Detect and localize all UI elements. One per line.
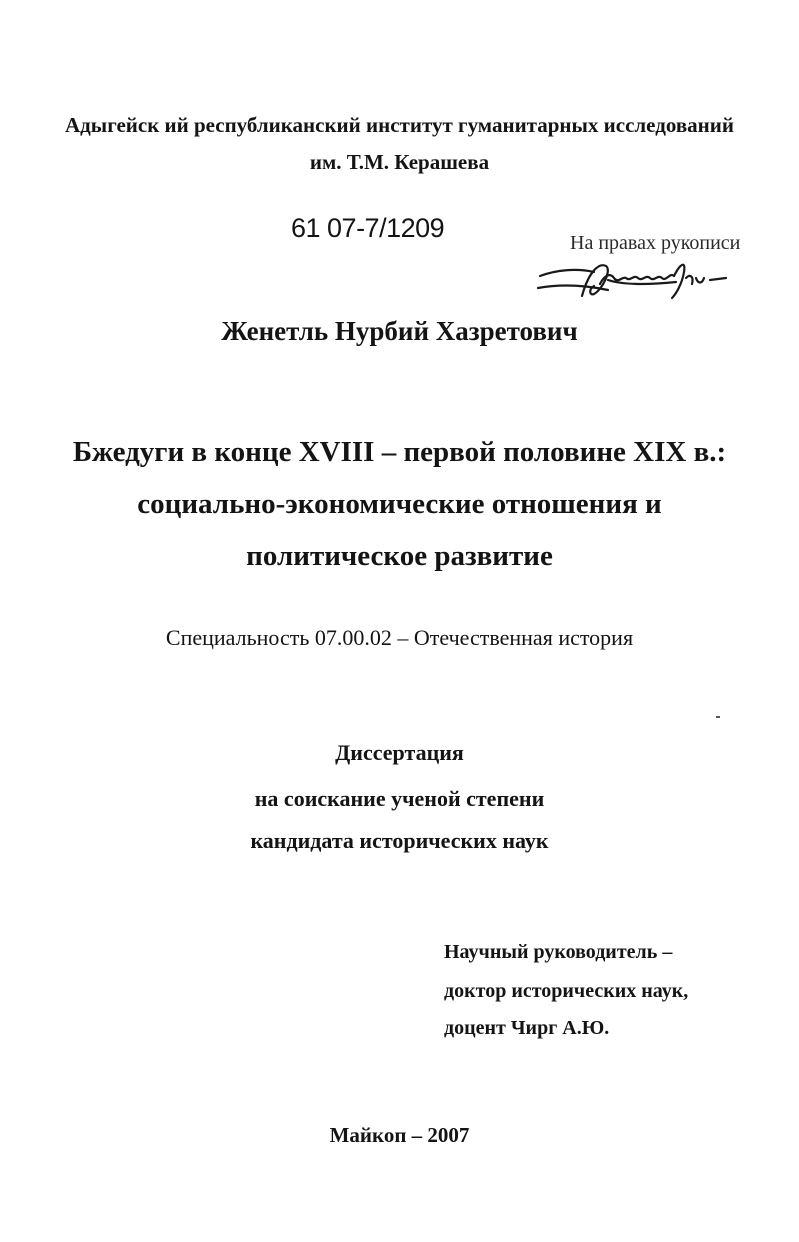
specialty-line: Специальность 07.00.02 – Отечественная история — [165, 625, 634, 650]
dissertation-title-line2: социально-экономические отношения и — [137, 488, 662, 520]
handwritten-signature — [536, 254, 736, 304]
manuscript-rights-note: На правах рукописи — [570, 232, 741, 254]
advisor-label: Научный руководитель – — [444, 941, 673, 963]
dissertation-title-line3: политическое развитие — [246, 540, 553, 572]
city-year: Майкоп – 2007 — [329, 1123, 470, 1147]
dissertation-label: Диссертация — [335, 740, 464, 765]
dissertation-title-line1: Бжедуги в конце XVIII – первой половине XIX в.: — [72, 436, 727, 468]
advisor-degree: доктор исторических наук, — [444, 980, 689, 1002]
degree-purpose-line: на соискание ученой степени — [254, 786, 545, 811]
degree-name-line: кандидата исторических наук — [250, 828, 549, 853]
advisor-name: доцент Чирг А.Ю. — [444, 1017, 610, 1039]
author-name: Женетль Нурбий Хазретович — [221, 316, 578, 346]
scan-artifact-mark — [716, 716, 720, 718]
institute-name-line2: им. Т.М. Керашева — [309, 150, 490, 174]
catalog-number: 61 07-7/1209 — [291, 213, 445, 243]
institute-name-line1: Адыгейск ий республиканский институт гуманитарных исследований — [65, 113, 734, 137]
